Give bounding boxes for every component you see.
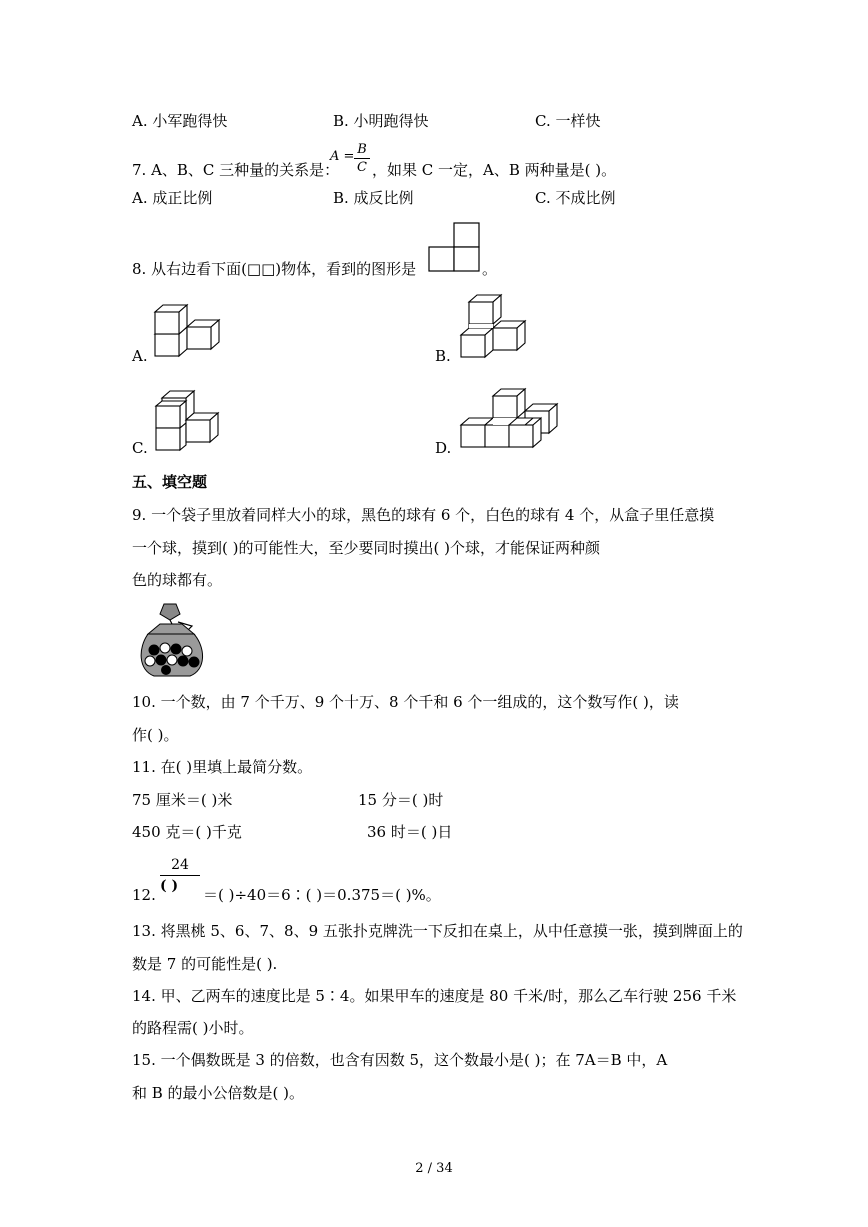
q12-numerator: 24 <box>171 857 189 873</box>
q8-option-b-cubes <box>456 292 536 364</box>
q12-rest: ＝( )÷40＝6∶( )＝0.375＝( )%。 <box>203 886 441 904</box>
q7-formula-lhs: A = <box>330 149 355 164</box>
section-5-title: 五、填空题 <box>132 473 208 491</box>
q7-fraction-bar <box>354 158 370 159</box>
ball-bag-illustration <box>134 600 210 680</box>
q13-line-2: 数是 7 的可能性是( ). <box>132 955 278 973</box>
q7-option-c: C. 不成比例 <box>535 189 616 207</box>
q6-option-a: A. 小军跑得快 <box>132 112 228 130</box>
q14-line-2: 的路程需( )小时。 <box>132 1019 254 1037</box>
q13-line-1: 13. 将黑桃 5、6、7、8、9 五张扑克牌洗一下反扣在桌上，从中任意摸一张，摸到牌面上的 <box>132 922 743 940</box>
q7-option-b: B. 成反比例 <box>333 189 414 207</box>
q8-label-a: A. <box>132 347 148 365</box>
q11-row2-b: 36 时＝( )日 <box>367 823 453 841</box>
q8-suffix: 。 <box>482 260 498 278</box>
q8-option-c-cubes <box>150 384 232 454</box>
q8-option-d-cubes <box>456 384 562 454</box>
q8-label-c: C. <box>132 439 148 457</box>
q7-fraction-numerator: B <box>357 142 367 157</box>
q9-line-2: 一个球，摸到( )的可能性大，至少要同时摸出( )个球，才能保证两种颜 <box>132 539 600 557</box>
q7-fraction <box>354 143 370 174</box>
q10-line-1: 10. 一个数，由 7 个千万、9 个十万、8 个千和 6 个一组成的，这个数写作( )，读 <box>132 693 679 711</box>
q7-fraction-denominator: C <box>357 160 367 175</box>
q10-line-2: 作( )。 <box>132 726 179 744</box>
q8-label-d: D. <box>435 439 452 457</box>
q12-prefix: 12. <box>132 886 156 904</box>
q8-label-b: B. <box>435 347 451 365</box>
q8-answer-figure <box>428 222 482 274</box>
q11-row2-a: 450 克＝( )千克 <box>132 823 242 841</box>
q7-prefix: 7. A、B、C 三种量的关系是： <box>132 161 340 179</box>
q15-line-1: 15. 一个偶数既是 3 的倍数，也含有因数 5，这个数最小是( )；在 7A＝B 中，A <box>132 1051 668 1069</box>
q11-row1-a: 75 厘米＝( )米 <box>132 791 233 809</box>
q7-option-a: A. 成正比例 <box>132 189 213 207</box>
q6-option-b: B. 小明跑得快 <box>333 112 429 130</box>
page-number: 2 / 34 <box>415 1161 453 1176</box>
q12-fraction-bar <box>160 875 200 876</box>
q12-denominator: ( ) <box>160 878 179 894</box>
q11-row1-b: 15 分＝( )时 <box>358 791 444 809</box>
q6-option-c: C. 一样快 <box>535 112 601 130</box>
q9-line-1: 9. 一个袋子里放着同样大小的球，黑色的球有 6 个，白色的球有 4 个，从盒子里任意摸 <box>132 506 715 524</box>
q8-prefix: 8. 从右边看下面(□□)物体，看到的图形是 <box>132 260 417 278</box>
q8-option-a-cubes <box>150 298 230 362</box>
q15-line-2: 和 B 的最小公倍数是( )。 <box>132 1084 305 1102</box>
q7-suffix: ，如果 C 一定，A、B 两种量是( )。 <box>372 161 617 179</box>
q11-title: 11. 在( )里填上最简分数。 <box>132 758 313 776</box>
q9-line-3: 色的球都有。 <box>132 571 223 589</box>
q14-line-1: 14. 甲、乙两车的速度比是 5∶4。如果甲车的速度是 80 千米/时，那么乙车行驶 256 千米 <box>132 987 737 1005</box>
